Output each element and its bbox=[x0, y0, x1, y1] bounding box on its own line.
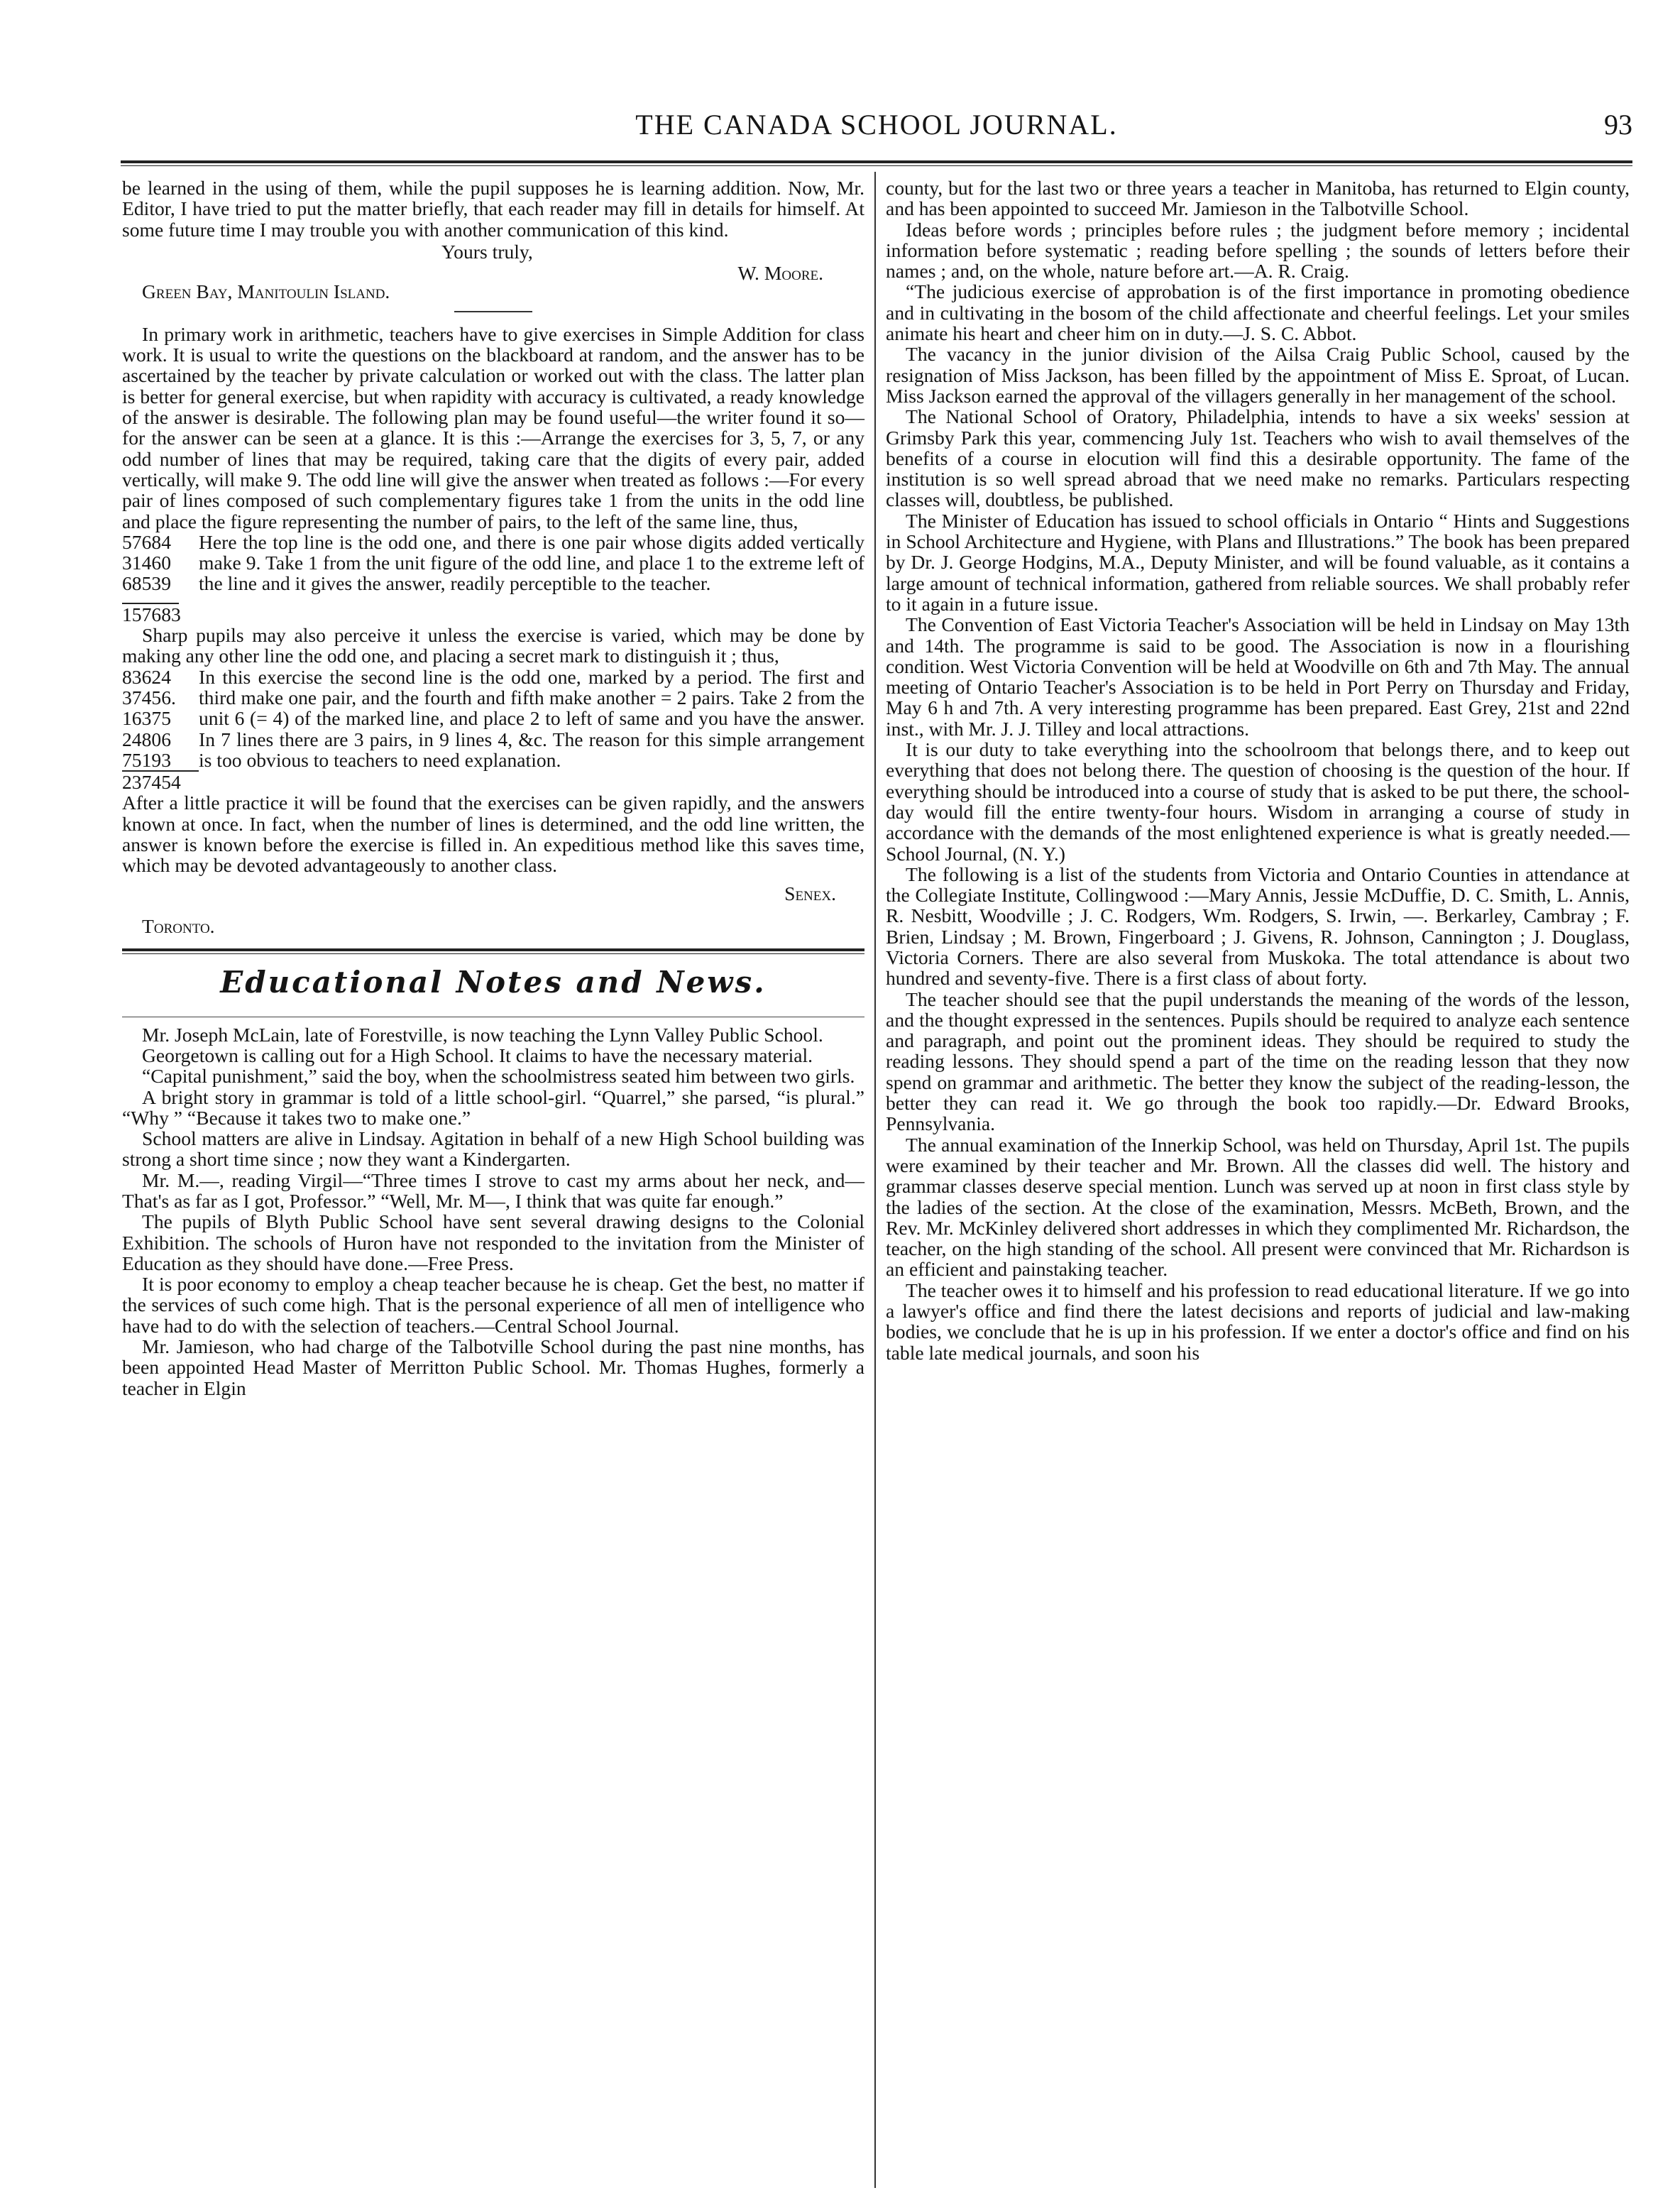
news-item: The following is a list of the students from Victoria and Ontario Counties in attendance at the Collegiate Institute, Collingwood :—Mary Annis, Jessie McDuffie, D. C. Smith, L. Annis, R. Nesbitt, Woodville ; J. C. Rodgers, Wm. Rodgers, S. Irwin, —. Berkarley, Cambray ; F. Brien, Lindsay ; M. Brown, Fingerboard ; J. Givens, R. Johnson, Cannington ; J. Douglass, Victoria Corners. There are also several from Muskoka. The total attendance is about two hundred and seventy-five. There is a first class of about forty. bbox=[886, 863, 1630, 990]
news-item: Ideas before words ; principles before rules ; the judgment before memory ; incidental information before systematic ; reading before spelling ; the sounds of letters before their names ; and, on the whole, nature before art.—A. R. Craig. bbox=[886, 218, 1630, 283]
news-item: Mr. Joseph McLain, late of Forestville, is now teaching the Lynn Valley Public School. bbox=[142, 1023, 823, 1046]
example-number: 83624 bbox=[122, 665, 171, 688]
news-item: Mr. M.—, reading Virgil—“Three times I strove to cast my arms about her neck, and—That's as far as I got, Professor.” “Well, Mr. M—, I think that was quite far enough.” bbox=[122, 1169, 864, 1212]
right-column bbox=[886, 177, 1630, 1363]
signature-moore: W. Moore. bbox=[737, 261, 823, 284]
example-number: 57684 bbox=[122, 530, 171, 553]
news-item: The Minister of Education has issued to school officials in Ontario “ Hints and Suggestions in School Architecture and Hygiene, with Plans and Illustrations.” The book has been prepared by Dr. J. George Hodgins, M.A., Deputy Minister, and will be found valuable, as it contains a large amount of technical information, gathered from reliable sources. We shall probably refer to it again in a future issue. bbox=[886, 509, 1630, 615]
salutation: Yours truly, bbox=[441, 240, 533, 263]
news-item: “Capital punishment,” said the boy, when the schoolmistress seated him between two girls. bbox=[142, 1065, 855, 1088]
sharp-pupils-paragraph: Sharp pupils may also perceive it unless the exercise is varied, which may be done by making any other line the odd one, and placing a secret mark to distinguish it ; thus, bbox=[122, 624, 864, 667]
news-item: School matters are alive in Lindsay. Agitation in behalf of a new High School building was strong a short time since ; now they want a Kindergarten. bbox=[122, 1127, 864, 1171]
page-number: 93 bbox=[1604, 109, 1632, 141]
news-item: The annual examination of the Innerkip School, was held on Thursday, April 1st. The pupils were examined by their teacher and Mr. Brown. All the classes did well. The history and grammar classes deserve special mention. Lunch was served up at noon in first class style by the ladies of the section. At the close of the examination, Messrs. McBeth, Brown, and the Rev. Mr. McKinley delivered short addresses in which they complimented Mr. Richardson, the teacher, on the high standing of the school. All present were convinced that Mr. Richardson is an efficient and painstaking teacher. bbox=[886, 1133, 1630, 1281]
header-rule bbox=[121, 160, 1632, 166]
example-number: 75193 bbox=[122, 748, 171, 771]
news-item: It is our duty to take everything into the schoolroom that belongs there, and to keep out everything that does not belong there. The question of choosing is the question of the hour. If everything should be introduced into a course of study that is asked to be put there, the school-day would fill the entire twenty-four hours. Wisdom in arranging a course of study in accordance with the demands of the most enlightened experience is what is greatly needed.—School Journal, (N. Y.) bbox=[886, 738, 1630, 865]
news-item: The teacher owes it to himself and his profession to read educational literature. If we go into a lawyer's office and find there the latest decisions and reports of judicial and law-making bodies, we conclude that he is up in his profession. If we enter a doctor's office and find on his table late medical journals, and soon his bbox=[886, 1279, 1630, 1364]
example-2-numbers bbox=[122, 667, 199, 793]
news-item: The teacher should see that the pupil understands the meaning of the words of the lesson, and the thought expressed in the sentences. Pupils should be required to analyze each sentence and paragraph, and point out the prominent ideas. They should be required to study the reading lessons. They should spend a part of the time on the reading lesson that they now spend on grammar and arithmetic. The better they know the subject of the reading-lesson, the better they can read it. We go through the book too rapidly.—Dr. Edward Brooks, Pennsylvania. bbox=[886, 987, 1630, 1135]
section-rule bbox=[122, 948, 864, 954]
example-sum: 157683 bbox=[122, 603, 181, 625]
news-item: The National School of Oratory, Philadelphia, intends to have a six weeks' session at Grimsby Park this year, commencing July 1st. Teachers who wish to avail themselves of the benefits of a course in elocution will find this a desirable opportunity. The fame of the institution is so well spread abroad that we need make no remarks. Particulars respecting classes will, doubtless, be published. bbox=[886, 405, 1630, 511]
news-item: The pupils of Blyth Public School have sent several drawing designs to the Colonial Exhibition. The schools of Huron have not responded to the invitation from the Minister of Education as they should have done.—Free Press. bbox=[122, 1210, 864, 1274]
example-number: 68539 bbox=[122, 572, 171, 595]
example-2-explanation: In this exercise the second line is the odd one, marked by a period. The first and third make one pair, and the fourth and fifth make another = 2 pairs. Take 2 from the unit 6 (= 4) of the marked line, and place 2 to left of same and you have the answer. In 7 lines there are 3 pairs, in 9 lines 4, &c. The reason for this simple arrangement is too obvious to teachers to need explanation. bbox=[199, 665, 864, 771]
example-number: 24806 bbox=[122, 728, 171, 750]
practice-paragraph: After a little practice it will be found that the exercises can be given rapidly, and the answers known at once. In fact, when the number of lines is determined, and the odd line written, the answer is known before the exercise is filled in. An expeditious method like this saves time, which may be devoted advantageously to another class. bbox=[122, 792, 864, 877]
news-item: The Convention of East Victoria Teacher's Association will be held in Lindsay on May 13th and 14th. The programme is said to be good. The Association is now in a flourishing condition. West Victoria Convention will be held at Woodville on 6th and 7th May. The annual meeting of Ontario Teacher's Association is to be held in Port Perry on Thursday and Friday, May 6 h and 7th. A very interesting programme has been prepared. East Grey, 21st and 22nd inst., with Mr. J. J. Tilley and local attractions. bbox=[886, 613, 1630, 740]
news-item: “The judicious exercise of approbation is of the first importance in promoting obedience and in cultivating in the bosom of the child affectionate and cheerful feelings. Let your smiles animate his heart and cheer him on in duty.—J. S. C. Abbot. bbox=[886, 280, 1630, 345]
short-rule bbox=[454, 311, 532, 312]
news-item: It is poor economy to employ a cheap teacher because he is cheap. Get the best, no matter if the services of such come high. That is the personal experience of all men of intelligence who have had to do with the selection of teachers.—Central School Journal. bbox=[122, 1273, 864, 1337]
example-1-numbers bbox=[122, 532, 199, 625]
dateline-toronto: Toronto. bbox=[142, 914, 215, 937]
senex-signoff bbox=[122, 876, 864, 916]
column-divider bbox=[874, 172, 876, 2188]
letter-signoff bbox=[122, 240, 864, 284]
news-item: Georgetown is calling out for a High School. It claims to have the necessary material. bbox=[142, 1044, 813, 1066]
news-item: The vacancy in the junior division of the Ailsa Craig Public School, caused by the resignation of Miss Jackson, has been filled by the appointment of Miss E. Sproat, of Lucan. Miss Jackson earned the approval of the villagers generally in her management of the school. bbox=[886, 343, 1630, 407]
letter-closing-paragraph: be learned in the using of them, while the pupil supposes he is learning addition. Now, Mr. Editor, I have tried to put the matter briefly, that each reader may fill in details for himself. At some future time I may trouble you with another communication of this kind. bbox=[122, 177, 864, 241]
news-item: A bright story in grammar is told of a little school-girl. “Quarrel,” she parsed, “is plural.” “Why ” “Because it takes two to make one.” bbox=[122, 1085, 864, 1129]
arithmetic-paragraph: In primary work in arithmetic, teachers have to give exercises in Simple Addition for class work. It is usual to write the questions on the blackboard at random, and the answer has to be ascertained by the teacher by private calculation or worked out with the class. The latter plan is better for general exercise, but when rapidity with accuracy is cultivated, a ready knowledge of the answer is desirable. The following plan may be found useful—the writer found it so—for the answer can be seen at a glance. It is this :—Arrange the exercises for 3, 5, 7, or any odd number of lines that may be required, taking care that the digits of every pair, added vertically, will make 9. The odd line will give the answer when treated as follows :—For every pair of lines composed of such complementary figures take 1 from the units in the odd line and place the figure representing the number of pairs, to the left of the same line, thus, bbox=[122, 322, 864, 532]
news-item: Mr. Jamieson, who had charge of the Talbotville School during the past nine months, has been appointed Head Master of Merritton Public School. Mr. Thomas Hughes, formerly a teacher in Elgin bbox=[122, 1335, 864, 1399]
example-1-explanation: Here the top line is the odd one, and there is one pair whose digits added vertically make 9. Take 1 from the unit figure of the odd line, and place 1 to the extreme left of the line and it gives the answer, readily perceptible to the teacher. bbox=[199, 530, 864, 595]
addition-example-2 bbox=[122, 667, 864, 793]
example-number: 16375 bbox=[122, 707, 171, 730]
addition-example-1 bbox=[122, 532, 864, 625]
example-sum: 237454 bbox=[122, 770, 199, 792]
journal-title: THE CANADA SCHOOL JOURNAL. bbox=[635, 109, 1118, 141]
news-item: county, but for the last two or three years a teacher in Manitoba, has returned to Elgin county, and has been appointed to succeed Mr. Jamieson in the Talbotville School. bbox=[886, 177, 1630, 220]
dateline-green-bay: Green Bay, Manitoulin Island. bbox=[142, 280, 390, 302]
signature-senex: Senex. bbox=[784, 882, 836, 904]
example-number: 37456. bbox=[122, 686, 176, 708]
section-heading: Educational Notes and News. bbox=[220, 964, 767, 1000]
example-number: 31460 bbox=[122, 552, 171, 574]
example-number bbox=[122, 594, 179, 604]
left-column bbox=[122, 177, 864, 1399]
page-header bbox=[121, 108, 1632, 155]
